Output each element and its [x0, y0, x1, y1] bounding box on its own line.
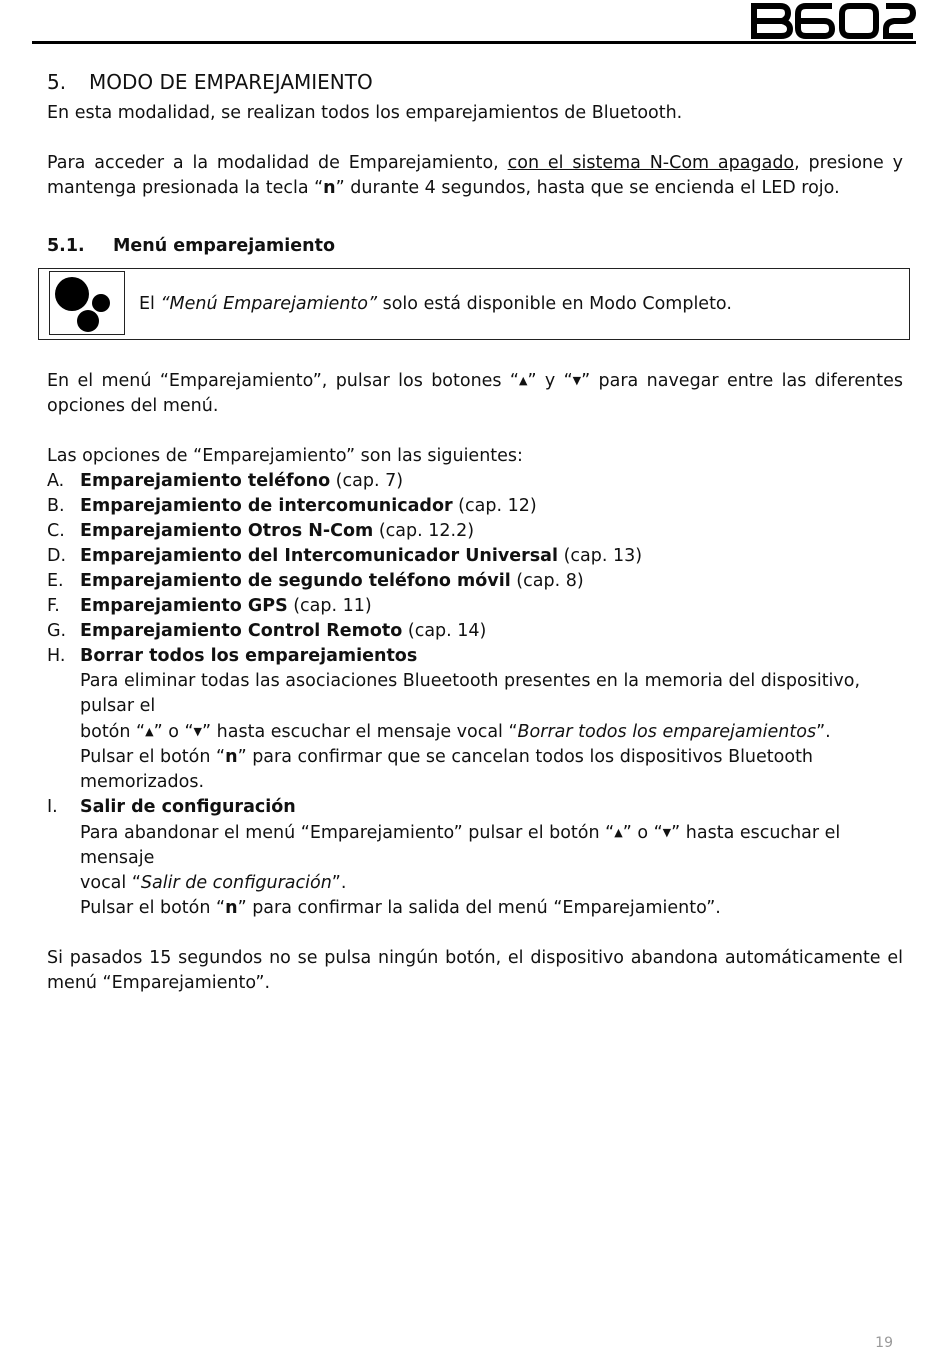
list-item-h: H. Borrar todos los emparejamientos Para eliminar todas las asociaciones Blueetooth presentes en la memoria del dispositivo, pulsar el botón “▲” o “▼” hasta escuchar el mensaje vocal “Borrar todos los emparejamientos”. Pulsar el botón “n” para confirmar que se cancelan todos los dispositivos Bluetooth memorizados.	[47, 646, 861, 792]
up-triangle-icon: ▲	[518, 374, 528, 387]
option-title: Emparejamiento Otros N-Com	[80, 521, 374, 541]
note-box	[38, 268, 910, 340]
note-italic: “Menú Emparejamiento”	[160, 294, 378, 314]
up-triangle-icon: ▲	[614, 826, 623, 839]
options-list	[47, 469, 903, 644]
list-item: F. Emparejamiento GPS (cap. 11)	[47, 596, 372, 616]
page-number: 19	[875, 1335, 893, 1351]
list-item: E. Emparejamiento de segundo teléfono móvil (cap. 8)	[47, 571, 584, 591]
note-text: El “Menú Emparejamiento” solo está disponible en Modo Completo.	[139, 294, 732, 314]
section-number: 5.	[47, 70, 67, 94]
down-triangle-icon: ▼	[662, 826, 672, 839]
options-intro: Las opciones de “Emparejamiento” son las siguientes:	[47, 446, 523, 466]
key-n: n	[323, 178, 336, 198]
section-heading	[47, 70, 903, 95]
list-item: B. Emparejamiento de intercomunicador (cap. 12)	[47, 496, 537, 516]
page-content	[47, 70, 903, 259]
option-i-title: Salir de configuración	[80, 797, 296, 817]
page-content-2	[47, 368, 903, 996]
nav-paragraph: En el menú “Emparejamiento”, pulsar los botones “▲” y “▼” para navegar entre las diferentes opciones del menú.	[47, 368, 903, 419]
option-title: Emparejamiento de segundo teléfono móvil	[80, 571, 511, 591]
subsection-heading	[47, 234, 903, 259]
three-dots-icon	[49, 271, 125, 335]
list-item: C. Emparejamiento Otros N-Com (cap. 12.2)	[47, 521, 475, 541]
section-title: MODO DE EMPAREJAMIENTO	[89, 70, 373, 94]
up-triangle-icon: ▲	[145, 725, 154, 738]
option-title: Emparejamiento GPS	[80, 596, 288, 616]
option-h-title: Borrar todos los emparejamientos	[80, 646, 418, 666]
access-paragraph: Para acceder a la modalidad de Emparejamiento, con el sistema N-Com apagado, presione y mantenga presionada la tecla “n” durante 4 segundos, hasta que se encienda el LED rojo.	[47, 153, 903, 198]
brand-logo	[750, 2, 916, 40]
subsection-title: Menú emparejamiento	[113, 236, 335, 256]
option-title: Emparejamiento teléfono	[80, 471, 331, 491]
header-rule	[32, 41, 916, 44]
list-item: A. Emparejamiento teléfono (cap. 7)	[47, 471, 404, 491]
underlined-condition: con el sistema N-Com apagado	[507, 153, 795, 173]
list-item: D. Emparejamiento del Intercomunicador Universal (cap. 13)	[47, 546, 643, 566]
intro-paragraph: En esta modalidad, se realizan todos los emparejamientos de Bluetooth.	[47, 103, 683, 123]
list-item-i: I. Salir de configuración Para abandonar el menú “Emparejamiento” pulsar el botón “▲” o “▼” hasta escuchar el mensaje vocal “Salir de configuración”. Pulsar el botón “n” para confirmar la salida del menú “Emparejamiento”.	[47, 797, 841, 918]
down-triangle-icon: ▼	[193, 725, 203, 738]
down-triangle-icon: ▼	[572, 374, 582, 387]
option-title: Emparejamiento de intercomunicador	[80, 496, 453, 516]
option-title: Emparejamiento Control Remoto	[80, 621, 403, 641]
timeout-paragraph: Si pasados 15 segundos no se pulsa ningún botón, el dispositivo abandona automáticamente el menú “Emparejamiento”.	[47, 948, 903, 993]
option-title: Emparejamiento del Intercomunicador Universal	[80, 546, 558, 566]
subsection-number: 5.1.	[47, 236, 85, 256]
list-item: G. Emparejamiento Control Remoto (cap. 14)	[47, 621, 487, 641]
